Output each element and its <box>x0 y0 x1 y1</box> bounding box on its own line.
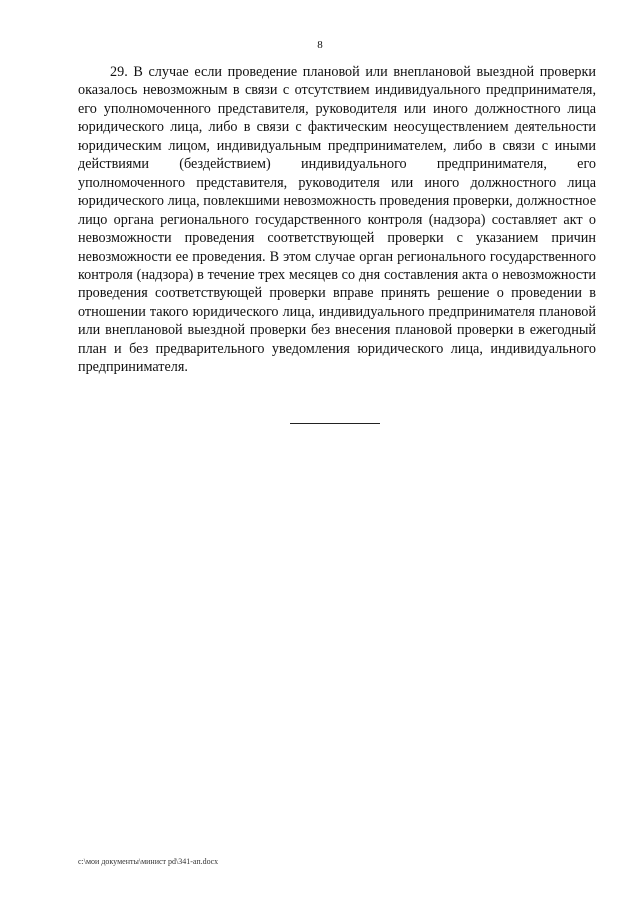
paragraph-29: 29. В случае если проведение плановой или внеплановой выездной проверки оказалось невозможным в связи с отсутствием индивидуального предпринимателя, его уполномоченного представителя, руководителя или иного должностного лица юридического лица, либо в связи с фактическим неосуществлением деятельности юридическим лицом, индивидуальным предпринимателем, либо в связи с иными действиями (бездействием) индивидуального предпринимателя, его уполномоченного представителя, руководителя или иного должностного лица юридического лица, повлекшими невозможность проведения проверки, должностное лицо органа регионального государственного контроля (надзора) составляет акт о невозможности проведения соответствующей проверки с указанием причин невозможности ее проведения. В этом случае орган регионального государственного контроля (надзора) в течение трех месяцев со дня составления акта о невозможности проведения соответствующей проверки вправе принять решение о проведении в отношении такого юридического лица, индивидуального предпринимателя плановой или внеплановой выездной проверки без внесения плановой проверки в ежегодный план и без предварительного уведомления юридического лица, индивидуального предпринимателя. <box>78 64 596 376</box>
end-separator-line <box>290 423 380 424</box>
footer-file-path: c:\мои документы\минист pd\341-ап.docx <box>78 857 219 866</box>
page-number: 8 <box>317 39 323 51</box>
